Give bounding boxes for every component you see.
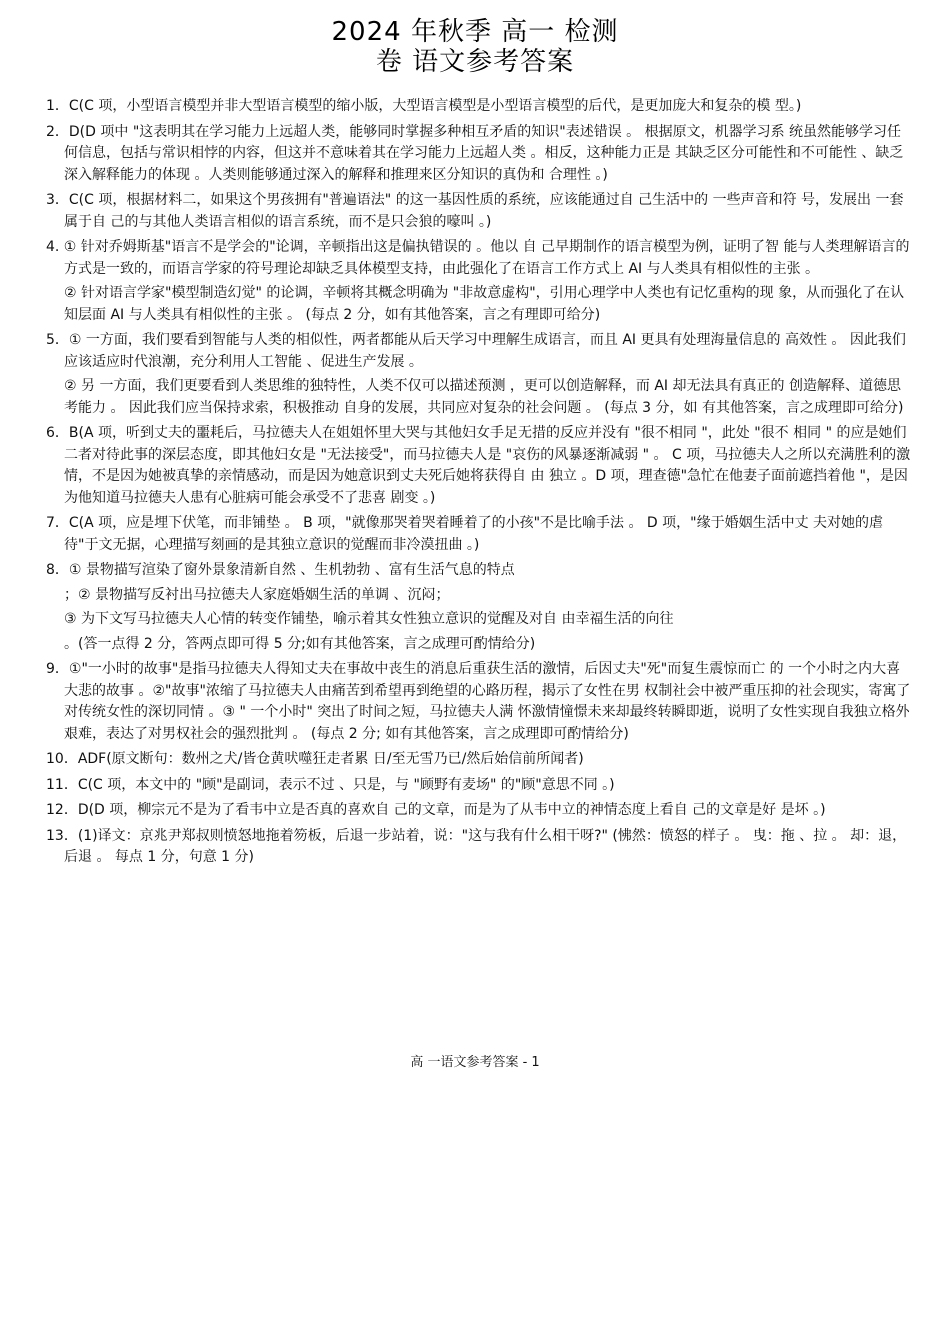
answer-text: 1．C(C 项，小型语言模型并非大型语言模型的缩小版，大型语言模型是小型语言模型的后代，是更加庞大和复杂的模 型。) xyxy=(46,98,802,114)
answer-text: 6．B(A 项，听到丈夫的噩耗后，马拉德夫人在姐姐怀里大哭与其他妇女手足无措的反应并没有 "很不相同 "，此处 "很不 相同 " 的应是她们二者对待此事的深层态度，即其他妇女是 "无法接受"，而马拉德夫人是 "哀伤的风暴逐渐减弱 " 。 C 项，马拉德夫人之所以充满胜利的激情，不是因为她被真挚的亲情感动，而是因为她意识到丈夫死后她将获得自 由 独立 。D 项，理查德"急忙在他妻子面前遮挡着他 "，是因为他知道马拉德夫人患有心脏病可能会承受不了悲喜 剧变 。) xyxy=(46,425,911,506)
answer-item-13 xyxy=(46,826,912,869)
answer-item-10 xyxy=(46,749,912,771)
answer-text: 7．C(A 项，应是埋下伏笔，而非铺垫 。 B 项，"就像那哭着哭着睡着了的小孩"不是比喻手法 。 D 项，"缘于婚姻生活中丈 夫对她的虐待"于文无据，心理描写刻画的是其独立意识的觉醒而非冷漠扭曲 。) xyxy=(46,515,884,553)
answer-item-4 xyxy=(46,237,912,326)
answer-item-8 xyxy=(46,560,912,655)
answer-text: 2．D(D 项中 "这表明其在学习能力上远超人类，能够同时掌握多种相互矛盾的知识"表述错误 。 根据原文，机器学习系 统虽然能够学习任何信息，包括与常识相悖的内容，但这并不意味着其在学习能力上远超人类 。相反，这种能力正是 其缺乏区分可能性和不可能性 、缺乏深入解释能力的体现 。人类则能够通过深入的解释和推理来区分知识的真伪和 合理性 。) xyxy=(46,123,904,183)
answer-text: 5．① 一方面，我们要看到智能与人类的相似性，两者都能从后天学习中理解生成语言，而且 AI 更具有处理海量信息的 高效性 。 因此我们应该适应时代浪潮，充分利用人工智能 、促进生产发展 。 xyxy=(46,332,906,370)
answer-text: 8．① 景物描写渲染了窗外景象清新自然 、生机勃勃 、富有生活气息的特点 xyxy=(46,562,515,578)
answer-subpoint: 。(答一点得 2 分，答两点即可得 5 分;如有其他答案，言之成理可酌情给分) xyxy=(64,635,536,652)
answer-subpoint: ② 针对语言学家"模型制造幻觉" 的论调，辛顿将其概念明确为 "非故意虚构"，引用心理学中人类也有记忆重构的现 象，从而强化了在认知层面 AI 与人类具有相似性的主张 。 (每点 2 分，如有其他答案，言之有理即可给分) xyxy=(64,285,905,323)
answer-item-7 xyxy=(46,513,912,556)
answer-text: 10．ADF(原文断句：数州之犬/皆仓黄吠噬狂走者累 日/至无雪乃已/然后始信前所闻者) xyxy=(46,751,584,767)
answer-item-2 xyxy=(46,122,912,187)
answer-subpoint: ③ 为下文写马拉德夫人心情的转变作铺垫，喻示着其女性独立意识的觉醒及对自 由幸福生活的向往 xyxy=(64,611,674,627)
answer-item-11 xyxy=(46,775,912,797)
answer-item-3 xyxy=(46,190,912,233)
answer-text: 9．①"一小时的故事"是指马拉德夫人得知丈夫在事故中丧生的消息后重获生活的激情，后因丈夫"死"而复生震惊而亡 的 一个小时之内大喜大悲的故事 。②"故事"浓缩了马拉德夫人由痛苦到希望再到绝望的心路历程，揭示了女性在男 权制社会中被严重压抑的社会现实，寄寓了对传统女性的深切同情 。③ " 一个小时" 突出了时间之短，马拉德夫人满 怀激情憧憬未来却最终转瞬即逝，说明了女性实现自我独立格外艰难，表达了对男权社会的强烈批判 。 (每点 2 分; 如有其他答案，言之成理即可酌情给分) xyxy=(46,661,911,742)
answer-item-5 xyxy=(46,330,912,419)
answer-item-6 xyxy=(46,423,912,509)
answer-text: 13．(1)译文：京兆尹郑叔则愤怒地拖着笏板，后退一步站着，说："这与我有什么相干呀?" (怫然：愤怒的样子 。 曳：拖 、拉 。 却：退，后退 。 每点 1 分，句意 1 分) xyxy=(46,827,907,865)
page-title-line2: 卷 语文参考答案 xyxy=(375,47,575,77)
answer-text: 11．C(C 项，本文中的 "顾"是副词，表示不过 、只是，与 "顾野有麦场" 的"顾"意思不同 。) xyxy=(46,776,615,793)
answer-text: 4. ① 针对乔姆斯基"语言不是学会的"论调，辛顿指出这是偏执错误的 。他以 自 己早期制作的语言模型为例，证明了智 能与人类理解语言的方式是一致的，而语言学家的符号理论却缺乏具体模型支持，由此强化了在语言工作方式上 AI 与人类具有相似性的主张 。 xyxy=(46,239,910,277)
answer-item-12 xyxy=(46,800,912,822)
answer-subpoint: ；② 景物描写反衬出马拉德夫人家庭婚姻生活的单调 、沉闷； xyxy=(64,586,450,603)
answer-item-1 xyxy=(46,96,912,118)
answer-text: 3．C(C 项，根据材料二，如果这个男孩拥有"普遍语法" 的这一基因性质的系统，应该能通过自 己生活中的 一些声音和符 号，发展出 一套属于自 己的与其他人类语言相似的语言系统，而不是只会狼的嚎叫 。) xyxy=(46,192,904,230)
answer-item-9 xyxy=(46,659,912,745)
answer-subpoint: ② 另 一方面，我们更要看到人类思维的独特性，人类不仅可以描述预测 ，更可以创造解释，而 AI 却无法具有真正的 创造解释、道德思考能力 。 因此我们应当保持求索，积极推动 自身的发展，共同应对复杂的社会问题 。 (每点 3 分，如 有其他答案，言之成理即可给分) xyxy=(64,378,904,416)
answer-text: 12．D(D 项，柳宗元不是为了看韦中立是否真的喜欢自 己的文章，而是为了从韦中立的神情态度上看自 己的文章是好 是坏 。) xyxy=(46,802,826,818)
page-title-line1: 2024 年秋季 高一 检测 xyxy=(331,17,619,47)
answer-list xyxy=(46,96,912,873)
page-footer: 高 一语文参考答案 - 1 xyxy=(410,1055,540,1070)
